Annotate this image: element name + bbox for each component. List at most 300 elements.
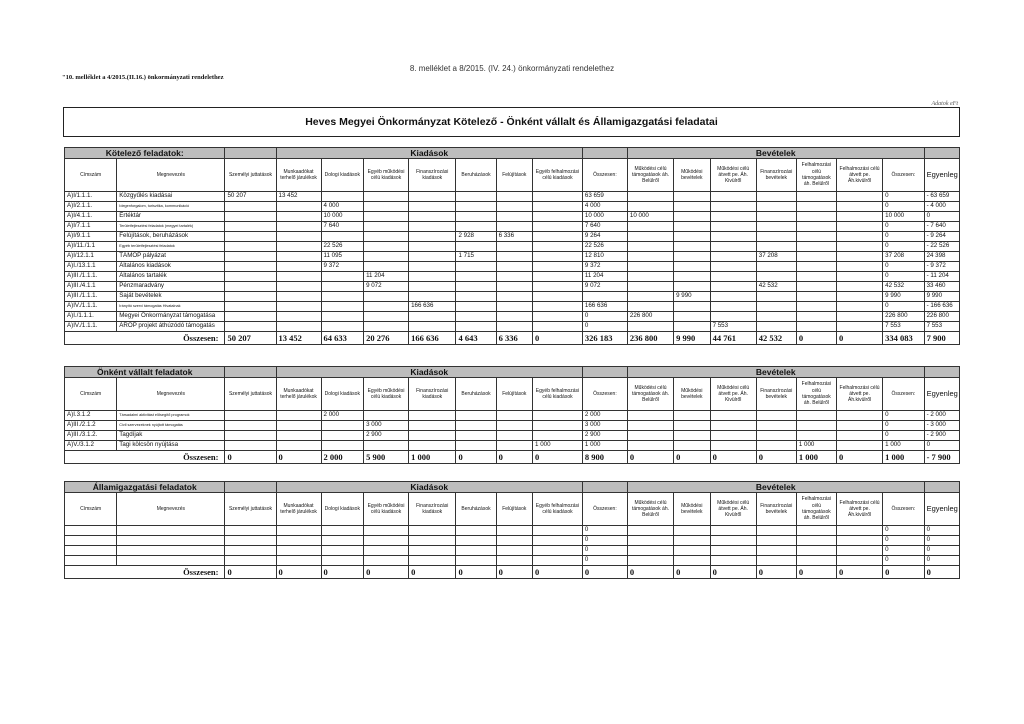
group-bevetelek: Bevételek (627, 367, 924, 378)
cell-value (225, 322, 276, 332)
cell-value: 0 (883, 536, 924, 546)
row-name: Általános kiadások (117, 262, 225, 272)
cell-value (627, 431, 673, 441)
cell-value (674, 411, 710, 421)
column-header: Felhalmozási célú támogatások áh. Belülről (796, 493, 836, 526)
cell-value (627, 222, 673, 232)
column-header: Megnevezés (117, 378, 225, 411)
cell-value (496, 411, 532, 421)
cell-value (225, 556, 276, 566)
cell-value (321, 322, 364, 332)
cell-value: 9 990 (883, 292, 924, 302)
cell-value (496, 252, 532, 262)
cell-value (364, 252, 409, 262)
table-row (65, 441, 960, 451)
cell-value (627, 302, 673, 312)
cell-value: 22 526 (321, 242, 364, 252)
total-value: 0 (710, 566, 756, 579)
cell-value (710, 192, 756, 202)
cell-value (276, 536, 321, 546)
table-row (65, 272, 960, 282)
total-value: 0 (883, 566, 924, 579)
total-value: 0 (456, 566, 496, 579)
cell-value (456, 192, 496, 202)
cell-value: - 4 000 (924, 202, 959, 212)
group-kiadasok: Kiadások (276, 367, 582, 378)
cell-value (276, 312, 321, 322)
cell-value: 7 640 (582, 222, 627, 232)
row-code: A)I/12.1.1 (65, 252, 117, 262)
cell-value: 9 072 (582, 282, 627, 292)
column-header: Működési célú átvett pe. Áh. Kivülről (710, 378, 756, 411)
cell-value (456, 312, 496, 322)
column-header: Beruházások (456, 159, 496, 192)
row-name: Értéktár (117, 212, 225, 222)
cell-value (674, 546, 710, 556)
cell-value (276, 272, 321, 282)
cell-value (276, 441, 321, 451)
table-row (65, 556, 960, 566)
cell-value (276, 411, 321, 421)
cell-value (533, 292, 583, 302)
cell-value (674, 556, 710, 566)
row-name: Idegenforgalom, turisztika, kommunikáció (117, 202, 225, 212)
section-header-gap (582, 482, 627, 493)
cell-value: 42 532 (883, 282, 924, 292)
cell-value (496, 222, 532, 232)
total-row (65, 566, 960, 579)
cell-value (710, 441, 756, 451)
cell-value: 0 (883, 202, 924, 212)
cell-value (409, 421, 456, 431)
section-table-2 (64, 481, 960, 579)
total-value: 0 (674, 566, 710, 579)
column-header: Finanszírozási kiadások (409, 159, 456, 192)
cell-value (796, 536, 836, 546)
cell-value: 0 (924, 536, 959, 546)
cell-value (796, 312, 836, 322)
unit-note: Adatok eFt (931, 101, 958, 107)
cell-value (276, 302, 321, 312)
cell-value (533, 222, 583, 232)
cell-value (276, 212, 321, 222)
cell-value (796, 411, 836, 421)
section-header-gap (924, 367, 959, 378)
cell-value (496, 202, 532, 212)
cell-value (409, 411, 456, 421)
row-name (117, 526, 225, 536)
row-name (117, 536, 225, 546)
total-row (65, 332, 960, 345)
cell-value (533, 212, 583, 222)
cell-value (496, 282, 532, 292)
cell-value: - 7 640 (924, 222, 959, 232)
row-name: Egyéb területfejlesztési feladatok (117, 242, 225, 252)
column-header: Felújítások (496, 159, 532, 192)
column-header: Megnevezés (117, 493, 225, 526)
cell-value: 0 (582, 546, 627, 556)
cell-value (796, 212, 836, 222)
total-value: 44 761 (710, 332, 756, 345)
cell-value (276, 202, 321, 212)
cell-value: 166 636 (582, 302, 627, 312)
row-code: A)I/9.1.1 (65, 232, 117, 242)
cell-value (321, 421, 364, 431)
column-header: Összesen: (582, 378, 627, 411)
cell-value (225, 546, 276, 556)
cell-value (409, 272, 456, 282)
total-value: 0 (496, 451, 532, 464)
cell-value (674, 441, 710, 451)
cell-value (674, 252, 710, 262)
column-header: Megnevezés (117, 159, 225, 192)
cell-value: - 2 900 (924, 431, 959, 441)
cell-value (710, 282, 756, 292)
cell-value (796, 421, 836, 431)
cell-value (456, 556, 496, 566)
group-bevetelek: Bevételek (627, 148, 924, 159)
cell-value (496, 312, 532, 322)
cell-value (836, 312, 882, 322)
row-code (65, 536, 117, 546)
cell-value (276, 322, 321, 332)
row-name: Közgyűlés kiadásai (117, 192, 225, 202)
total-value: 0 (627, 566, 673, 579)
table-row (65, 232, 960, 242)
column-header: Összesen: (582, 493, 627, 526)
cell-value: 9 264 (582, 232, 627, 242)
cell-value (836, 526, 882, 536)
cell-value (364, 242, 409, 252)
total-value: 0 (710, 451, 756, 464)
cell-value (456, 262, 496, 272)
cell-value (456, 431, 496, 441)
cell-value (674, 421, 710, 431)
row-name: Megyei Önkormányzat támogatása (117, 312, 225, 322)
cell-value (533, 302, 583, 312)
cell-value (409, 232, 456, 242)
total-value: 4 643 (456, 332, 496, 345)
total-value: 20 276 (364, 332, 409, 345)
cell-value (225, 252, 276, 262)
total-value: 0 (533, 451, 583, 464)
cell-value (456, 546, 496, 556)
total-value: 0 (796, 332, 836, 345)
cell-value (756, 441, 796, 451)
row-code (65, 546, 117, 556)
cell-value (456, 536, 496, 546)
column-header: Felhalmozási célú támogatások áh. Belülről (796, 378, 836, 411)
cell-value (627, 526, 673, 536)
row-name: Saját bevételek (117, 292, 225, 302)
cell-value (321, 192, 364, 202)
cell-value (674, 192, 710, 202)
row-code: A)I./1.1.1. (65, 312, 117, 322)
cell-value (710, 431, 756, 441)
cell-value: 0 (883, 302, 924, 312)
total-value: 0 (276, 566, 321, 579)
cell-value: 0 (883, 232, 924, 242)
cell-value (364, 202, 409, 212)
cell-value (496, 322, 532, 332)
cell-value (756, 272, 796, 282)
cell-value (364, 222, 409, 232)
cell-value (225, 232, 276, 242)
table-row (65, 546, 960, 556)
column-header: Összesen: (582, 159, 627, 192)
cell-value (456, 441, 496, 451)
cell-value (276, 282, 321, 292)
cell-value: 3 000 (364, 421, 409, 431)
cell-value (409, 252, 456, 262)
cell-value: - 11 204 (924, 272, 959, 282)
cell-value: 3 000 (582, 421, 627, 431)
cell-value (796, 526, 836, 536)
cell-value (496, 292, 532, 302)
cell-value: 2 900 (582, 431, 627, 441)
total-value: 326 183 (582, 332, 627, 345)
cell-value (225, 431, 276, 441)
cell-value: 11 095 (321, 252, 364, 262)
column-header: Címszám (65, 159, 117, 192)
cell-value (276, 232, 321, 242)
total-value: 236 800 (627, 332, 673, 345)
cell-value (674, 232, 710, 242)
cell-value (364, 546, 409, 556)
row-name (117, 556, 225, 566)
column-header: Működési célú átvett pe. Áh. Kivülről (710, 493, 756, 526)
cell-value: 63 659 (582, 192, 627, 202)
column-header: Felhalmozási célú átvett pe. Áh.kivülről (836, 159, 882, 192)
row-code: A)IV./1.1.1. (65, 322, 117, 332)
row-code: A)I/1.1.1. (65, 192, 117, 202)
cell-value (225, 292, 276, 302)
cell-value (582, 292, 627, 302)
cell-value: 10 000 (582, 212, 627, 222)
row-name: Civil szervezeknek nyújtott támogatás (117, 421, 225, 431)
cell-value (627, 202, 673, 212)
cell-value (674, 242, 710, 252)
cell-value (409, 556, 456, 566)
cell-value (674, 282, 710, 292)
column-header: Munkaadókat terhelő járulékok (276, 159, 321, 192)
cell-value (321, 302, 364, 312)
total-value: 0 (582, 566, 627, 579)
cell-value (409, 526, 456, 536)
cell-value (276, 222, 321, 232)
cell-value (276, 431, 321, 441)
cell-value: 0 (924, 526, 959, 536)
cell-value (796, 302, 836, 312)
cell-value: 0 (582, 322, 627, 332)
cell-value: 22 526 (582, 242, 627, 252)
total-value: - 7 900 (924, 451, 959, 464)
section-title: Önként vállalt feladatok (65, 367, 225, 378)
cell-value (674, 262, 710, 272)
total-value: 0 (836, 451, 882, 464)
cell-value: 0 (883, 272, 924, 282)
cell-value (796, 242, 836, 252)
cell-value: 226 800 (924, 312, 959, 322)
cell-value (674, 202, 710, 212)
total-value: 0 (836, 566, 882, 579)
cell-value (627, 192, 673, 202)
cell-value (456, 302, 496, 312)
previous-annex-note: "10. melléklet a 4/2015.(II.16.) önkormányzati rendelethez (62, 74, 224, 81)
cell-value (496, 431, 532, 441)
cell-value (225, 242, 276, 252)
total-value: 6 336 (496, 332, 532, 345)
row-name: ÁROP projekt áthúzódó támogatás (117, 322, 225, 332)
cell-value: 11 204 (364, 272, 409, 282)
column-header: Személyi juttatások (225, 493, 276, 526)
cell-value (364, 292, 409, 302)
section-title: Kötelező feladatok: (65, 148, 225, 159)
cell-value (364, 302, 409, 312)
column-header: Összesen: (883, 493, 924, 526)
cell-value (674, 302, 710, 312)
cell-value (796, 262, 836, 272)
annex-heading: 8. melléklet a 8/2015. (IV. 24.) önkormányzati rendelethez (409, 64, 615, 73)
cell-value (796, 252, 836, 262)
cell-value (533, 282, 583, 292)
total-value: 0 (225, 566, 276, 579)
cell-value (456, 242, 496, 252)
cell-value (364, 322, 409, 332)
cell-value (756, 312, 796, 322)
cell-value: 0 (883, 546, 924, 556)
cell-value (756, 526, 796, 536)
cell-value (756, 421, 796, 431)
column-header: Finanszírozási bevételek (756, 493, 796, 526)
cell-value (533, 322, 583, 332)
cell-value: 12 810 (582, 252, 627, 262)
cell-value: - 22 526 (924, 242, 959, 252)
cell-value (674, 272, 710, 282)
cell-value (533, 556, 583, 566)
cell-value (225, 302, 276, 312)
column-header: Működési bevételek (674, 493, 710, 526)
column-header: Felhalmozási célú átvett pe. Áh.kivülről (836, 493, 882, 526)
cell-value (836, 322, 882, 332)
cell-value (225, 312, 276, 322)
cell-value (496, 556, 532, 566)
cell-value (225, 272, 276, 282)
cell-value (836, 441, 882, 451)
cell-value (456, 282, 496, 292)
total-value: 0 (533, 332, 583, 345)
cell-value (409, 192, 456, 202)
table-row (65, 252, 960, 262)
cell-value (710, 556, 756, 566)
cell-value: 4 000 (582, 202, 627, 212)
row-name: Pénzmaradvány (117, 282, 225, 292)
cell-value (533, 431, 583, 441)
cell-value (321, 272, 364, 282)
cell-value (321, 312, 364, 322)
cell-value (710, 212, 756, 222)
section-header-gap (225, 367, 276, 378)
total-value: 0 (796, 566, 836, 579)
section-header-gap (582, 367, 627, 378)
cell-value (496, 526, 532, 536)
table-row (65, 431, 960, 441)
cell-value (710, 421, 756, 431)
cell-value (533, 202, 583, 212)
row-code: A)III./1.1.1. (65, 272, 117, 282)
cell-value (225, 526, 276, 536)
cell-value: 0 (883, 526, 924, 536)
total-value: 0 (533, 566, 583, 579)
total-value: 334 083 (883, 332, 924, 345)
cell-value: 42 532 (756, 282, 796, 292)
cell-value: 10 000 (321, 212, 364, 222)
column-header-row (65, 493, 960, 526)
total-value: 166 636 (409, 332, 456, 345)
cell-value (409, 212, 456, 222)
cell-value (756, 546, 796, 556)
cell-value (364, 556, 409, 566)
row-code: A)I./13.1.1 (65, 262, 117, 272)
cell-value (276, 546, 321, 556)
cell-value: 37 208 (883, 252, 924, 262)
cell-value (710, 526, 756, 536)
cell-value (409, 202, 456, 212)
total-value: 0 (674, 451, 710, 464)
cell-value (710, 312, 756, 322)
cell-value: 9 072 (364, 282, 409, 292)
cell-value: 0 (883, 556, 924, 566)
cell-value: - 3 000 (924, 421, 959, 431)
cell-value (756, 536, 796, 546)
cell-value (836, 421, 882, 431)
cell-value (796, 192, 836, 202)
cell-value (321, 536, 364, 546)
cell-value (710, 411, 756, 421)
column-header: Működési célú támogatások áh. Belülről (627, 493, 673, 526)
cell-value (796, 322, 836, 332)
column-header-row (65, 378, 960, 411)
row-code (65, 556, 117, 566)
total-value: 7 900 (924, 332, 959, 345)
table-row (65, 242, 960, 252)
column-header: Működési célú támogatások áh. Belülről (627, 159, 673, 192)
total-value: 0 (456, 451, 496, 464)
group-kiadasok: Kiadások (276, 148, 582, 159)
table-row (65, 302, 960, 312)
cell-value (627, 282, 673, 292)
total-value: 0 (836, 332, 882, 345)
cell-value (456, 526, 496, 536)
cell-value (627, 441, 673, 451)
cell-value: - 9 372 (924, 262, 959, 272)
cell-value (409, 536, 456, 546)
cell-value: 2 000 (582, 411, 627, 421)
column-header: Egyenleg (924, 493, 959, 526)
cell-value (225, 411, 276, 421)
column-header: Felhalmozási célú támogatások áh. Belülről (796, 159, 836, 192)
cell-value (456, 222, 496, 232)
cell-value: 9 372 (582, 262, 627, 272)
column-header: Finanszírozási kiadások (409, 378, 456, 411)
total-value: 42 532 (756, 332, 796, 345)
cell-value (756, 302, 796, 312)
cell-value (674, 212, 710, 222)
cell-value: 0 (582, 536, 627, 546)
column-header: Egyéb működési célú kiadások (364, 493, 409, 526)
row-code (65, 526, 117, 536)
cell-value (456, 202, 496, 212)
